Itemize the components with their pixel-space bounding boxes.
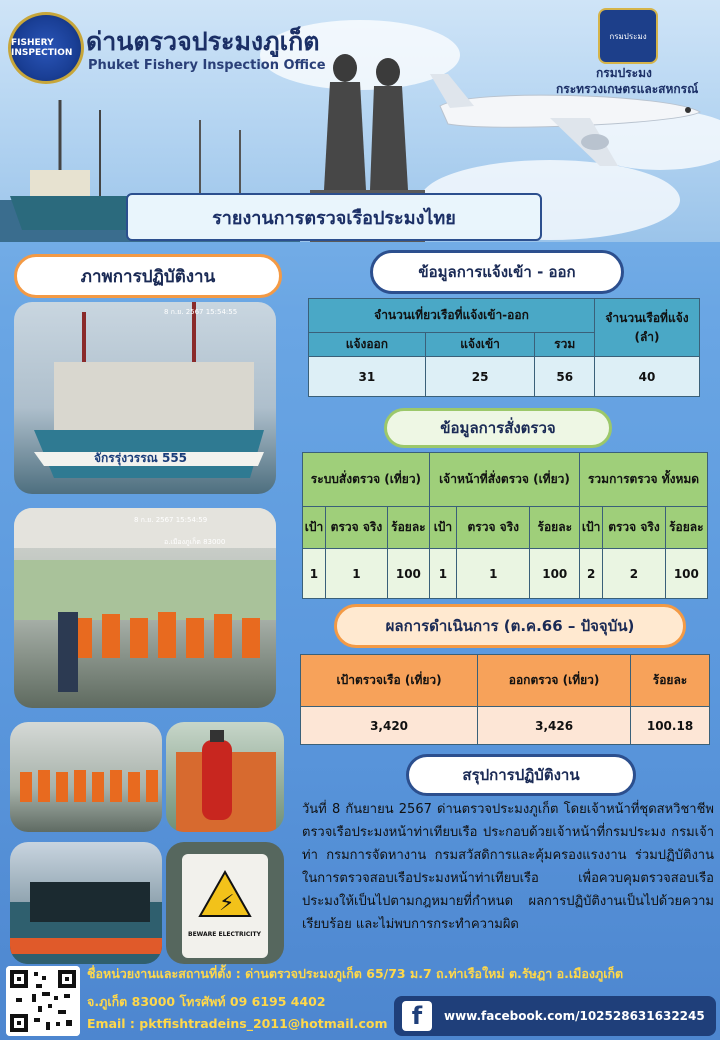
total-inspection-header: รวมการตรวจ ทั้งหมด: [580, 453, 708, 507]
boats-reported-header: จำนวนเรือที่แจ้ง (ลำ): [595, 299, 700, 357]
report-in-value: 25: [425, 357, 535, 397]
reporting-table: [308, 298, 700, 397]
report-total-header: รวม: [535, 333, 595, 357]
photo-crew-briefing: [14, 508, 276, 708]
officer-target-value: 1: [429, 549, 456, 599]
system-order-header: ระบบสั่งตรวจ (เที่ยว): [303, 453, 430, 507]
lightning-icon: ⚡: [219, 891, 235, 916]
target-trips-header: เป้าตรวจเรือ (เที่ยว): [301, 655, 478, 707]
percent-header: ร้อยละ: [530, 507, 580, 549]
results-percent-header: ร้อยละ: [631, 655, 710, 707]
actual-header: ตรวจ จริง: [457, 507, 530, 549]
department-name: กรมประมง: [596, 66, 652, 80]
total-percent-value: 100: [665, 549, 707, 599]
actual-header: ตรวจ จริง: [603, 507, 665, 549]
officer-order-header: เจ้าหน้าที่สั่งตรวจ (เที่ยว): [429, 453, 579, 507]
photo-location-2: อ.เมืองภูเก็ต 83000: [164, 538, 226, 546]
results-table: [300, 654, 710, 745]
report-in-header: แจ้งเข้า: [425, 333, 535, 357]
qr-code: [6, 966, 80, 1036]
facebook-url[interactable]: www.facebook.com/102528631632245: [444, 1009, 705, 1023]
warning-label: BEWARE ELECTRICITY: [188, 931, 261, 938]
fishery-inspection-logo: FISHERY INSPECTION: [8, 12, 84, 84]
photo-fire-extinguisher: [166, 722, 284, 832]
target-header: เป้า: [580, 507, 603, 549]
results-heading: ผลการดำเนินการ (ต.ค.66 – ปัจจุบัน): [334, 604, 686, 648]
office-name-english: Phuket Fishery Inspection Office: [88, 58, 326, 73]
contact-email[interactable]: Email : pktfishtradeins_2011@hotmail.com: [87, 1016, 388, 1031]
percent-header: ร้อยละ: [665, 507, 707, 549]
department-of-fisheries-logo: กรมประมง: [598, 8, 658, 64]
system-target-value: 1: [303, 549, 326, 599]
target-trips-value: 3,420: [301, 707, 478, 745]
system-actual-value: 1: [325, 549, 387, 599]
boats-reported-value: 40: [595, 357, 700, 397]
inspection-trips-header: ออกตรวจ (เที่ยว): [478, 655, 631, 707]
summary-text: วันที่ 8 กันยายน 2567 ด่านตรวจประมงภูเก็ต โดยเจ้าหน้าที่ชุดสหวิชาชีพตรวจเรือประมงหน้าท่าเทียบเรือ ประกอบด้วยเจ้าหน้าที่กรมประมง กรมเจ้าท่า กรมการจัดหางาน กรมสวัสดิการและคุ้มครองแรงงาน ร่วมปฏิบัติงานในการตรวจสอบเรือประมงหน้าท่าเทียบเรือ เพื่อควบคุมตรวจสอบเรือประมงให้เป็นไปตามกฎหมายที่กำหนด ผลการปฏิบัติงานเป็นไปด้วยความเรียบร้อย และไม่พบการกระทำความผิด: [302, 802, 714, 932]
inspection-order-table: [302, 452, 708, 599]
percent-header: ร้อยละ: [387, 507, 429, 549]
report-title: รายงานการตรวจเรือประมงไทย: [126, 193, 542, 241]
system-percent-value: 100: [387, 549, 429, 599]
officer-percent-value: 100: [530, 549, 580, 599]
photos-heading: ภาพการปฏิบัติงาน: [14, 254, 282, 298]
officer-actual-value: 1: [457, 549, 530, 599]
photo-electric-warning: [166, 842, 284, 964]
total-actual-value: 2: [603, 549, 665, 599]
facebook-link[interactable]: [394, 996, 716, 1036]
photo-crew-lineup: [10, 722, 162, 832]
target-header: เป้า: [303, 507, 326, 549]
actual-header: ตรวจ จริง: [325, 507, 387, 549]
photo-timestamp-2: 8 ก.ย. 2567 15:54:59: [134, 516, 208, 524]
trips-reported-header: จำนวนเที่ยวเรือที่แจ้งเข้า-ออก: [309, 299, 595, 333]
reporting-heading: ข้อมูลการแจ้งเข้า - ออก: [370, 250, 624, 294]
target-header: เป้า: [429, 507, 456, 549]
photo-fishing-boat: [14, 302, 276, 494]
report-out-header: แจ้งออก: [309, 333, 426, 357]
summary-heading: สรุปการปฏิบัติงาน: [406, 754, 636, 796]
report-total-value: 56: [535, 357, 595, 397]
contact-address: ชื่อหน่วยงานและสถานที่ตั้ง : ด่านตรวจประมงภูเก็ต 65/73 ม.7 ถ.ท่าเรือใหม่ ต.รัษฎา อ.เมืองภูเก็ต: [87, 966, 624, 981]
inspection-trips-value: 3,426: [478, 707, 631, 745]
header-banner: [0, 0, 720, 242]
report-out-value: 31: [309, 357, 426, 397]
results-percent-value: 100.18: [631, 707, 710, 745]
office-name-thai: ด่านตรวจประมงภูเก็ต: [86, 27, 320, 56]
photo-boat-nets: [10, 842, 162, 964]
contact-phone: จ.ภูเก็ต 83000 โทรศัพท์ 09 6195 4402: [87, 994, 326, 1009]
facebook-icon: f: [402, 1001, 432, 1031]
boat-name-text: จักรรุ่งวรรณ 555: [94, 451, 188, 465]
inspection-order-heading: ข้อมูลการสั่งตรวจ: [384, 408, 612, 448]
total-target-value: 2: [580, 549, 603, 599]
ministry-name: กระทรวงเกษตรและสหกรณ์: [556, 82, 699, 96]
photo-timestamp-1: 8 ก.ย. 2567 15:54:55: [164, 308, 238, 316]
